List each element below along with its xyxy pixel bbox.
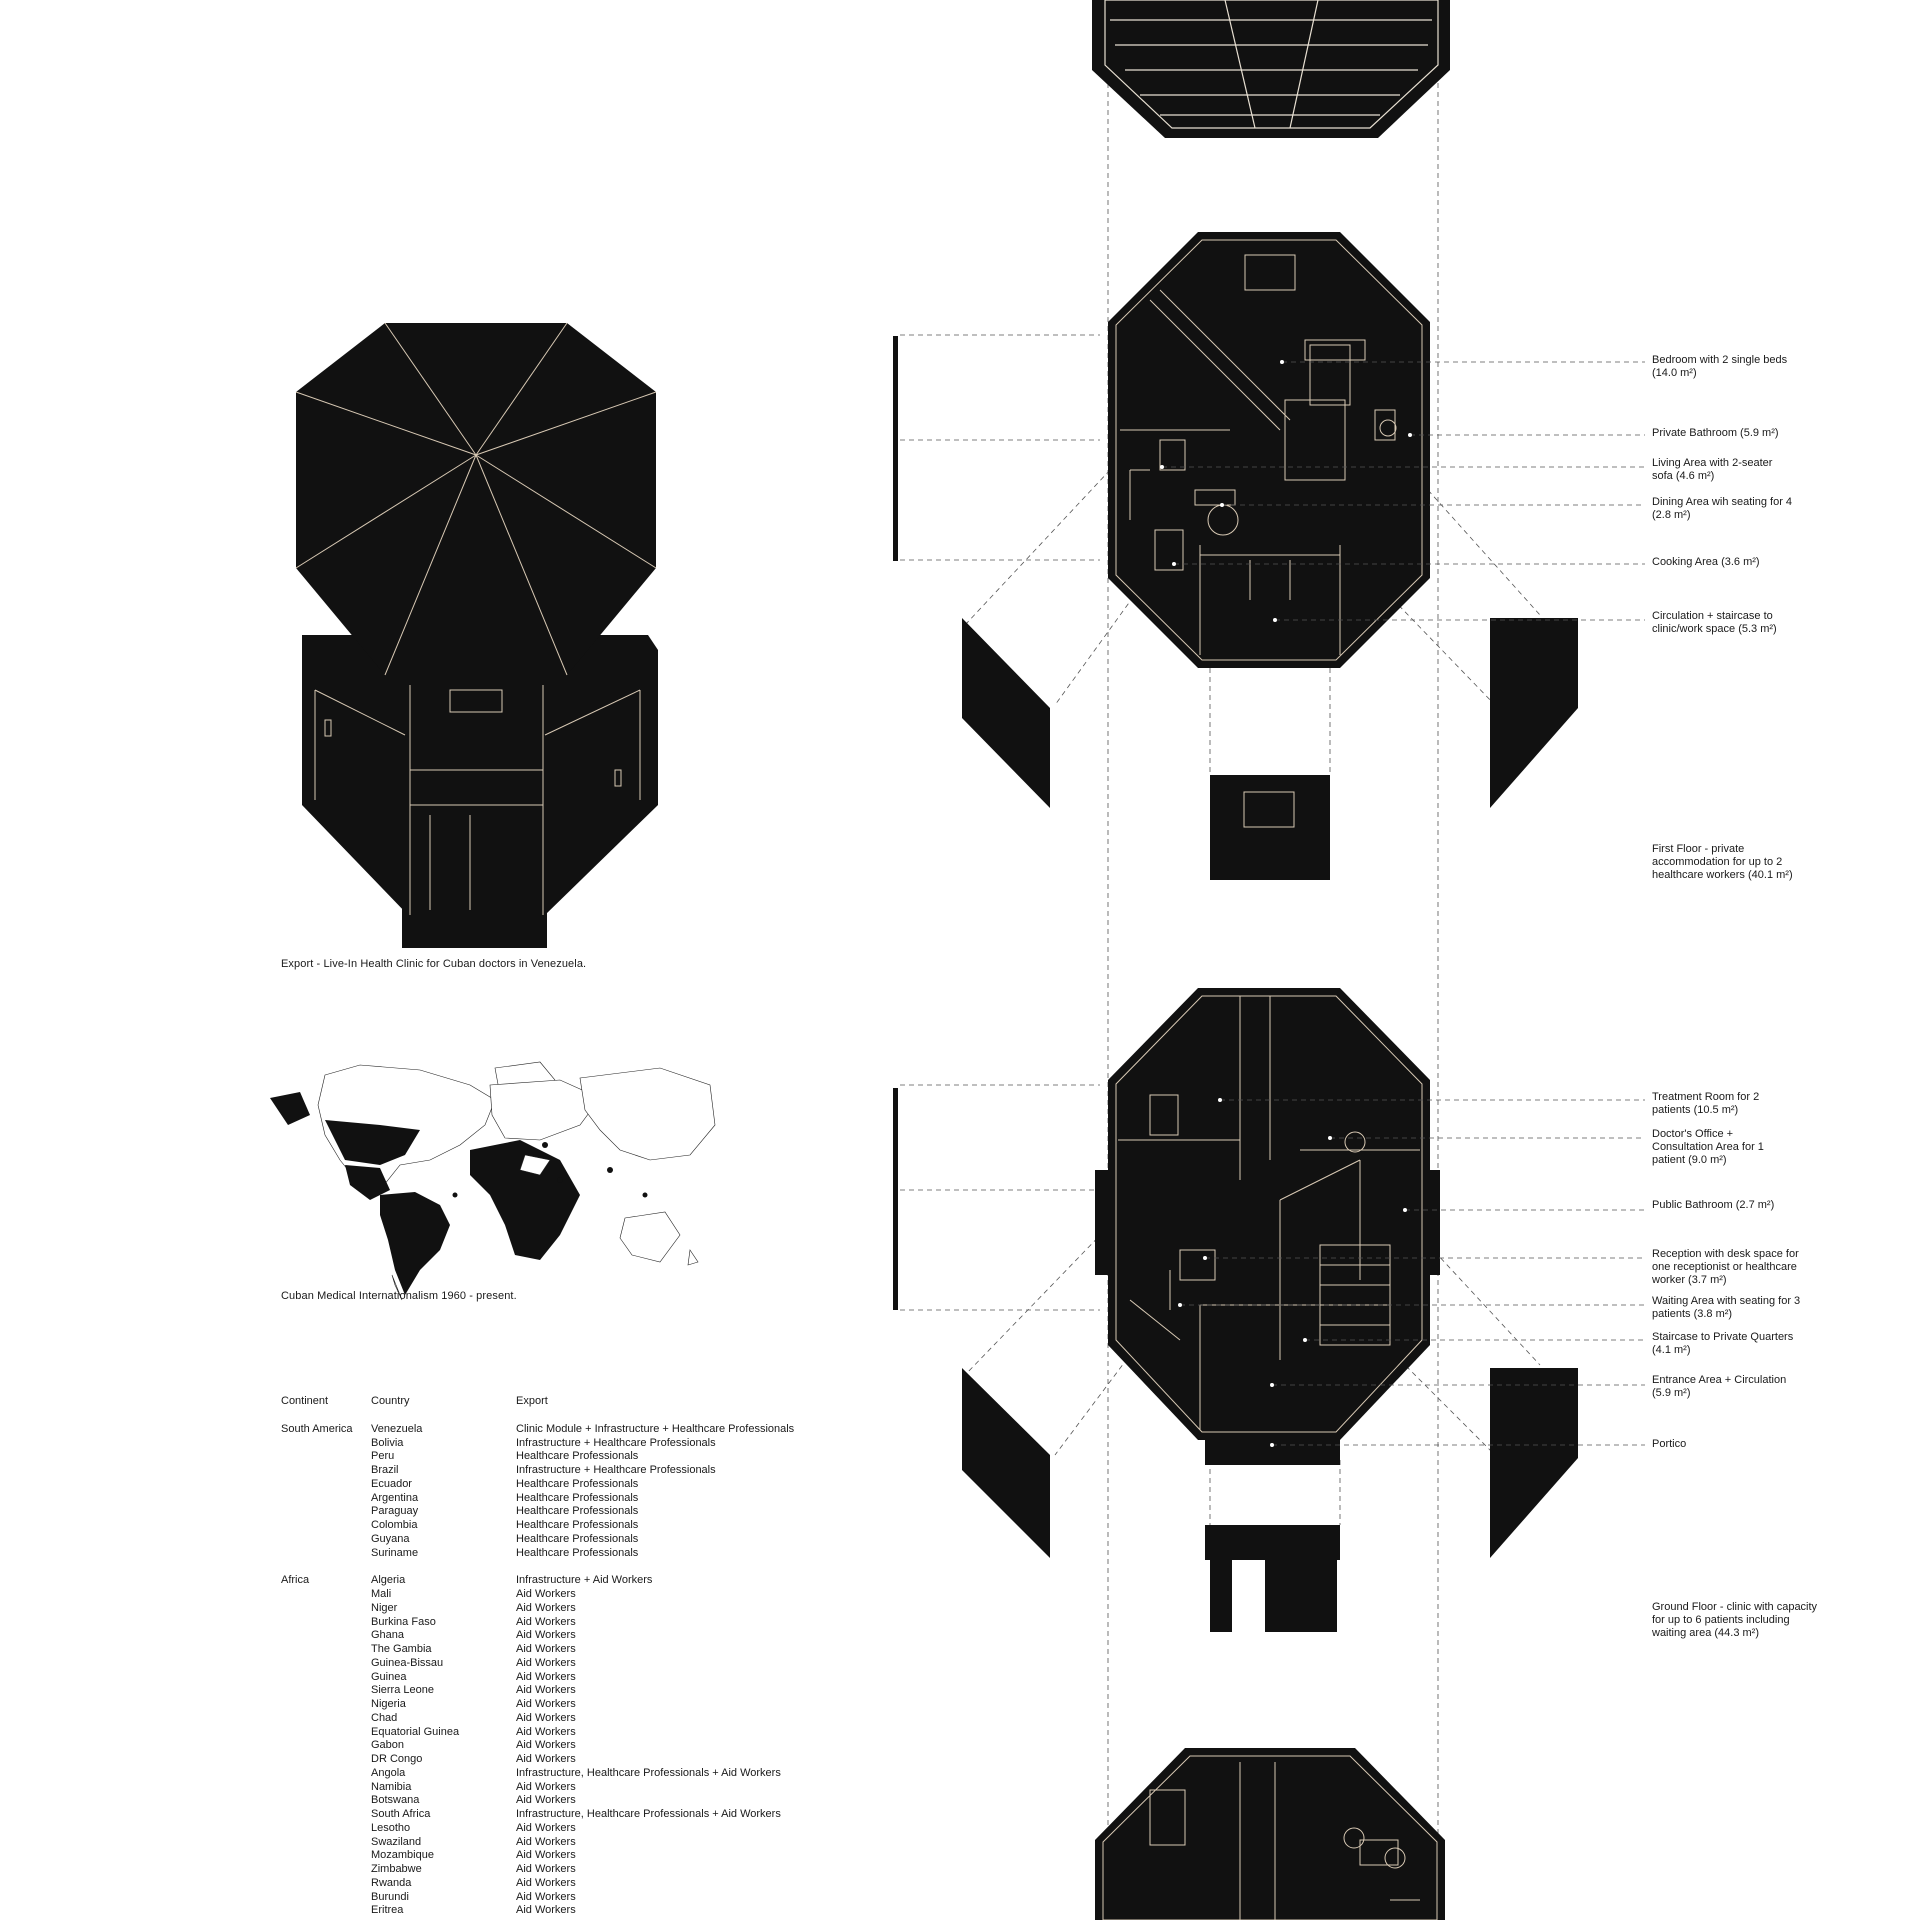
cell-country: Eritrea	[371, 1904, 404, 1917]
cell-country: The Gambia	[371, 1643, 432, 1655]
cell-export: Aid Workers	[516, 1684, 576, 1697]
label-treatment-room: Treatment Room for 2 patients (10.5 m²)	[1652, 1091, 1760, 1116]
label-bedroom: Bedroom with 2 single beds (14.0 m²)	[1652, 354, 1788, 379]
cell-country: Paraguay	[371, 1505, 419, 1518]
header-continent: Continent	[281, 1395, 329, 1407]
cell-export: Aid Workers	[516, 1890, 576, 1903]
cell-country: Colombia	[371, 1519, 418, 1531]
cell-export: Healthcare Professionals	[516, 1450, 639, 1463]
cell-country: Venezuela	[371, 1422, 423, 1435]
cell-country: Nigeria	[371, 1698, 406, 1710]
cell-country: Ecuador	[371, 1477, 412, 1490]
cell-export: Aid Workers	[516, 1794, 576, 1807]
cell-export: Aid Workers	[516, 1835, 576, 1848]
cell-country: Mali	[371, 1588, 392, 1600]
isometric-clinic-view	[296, 323, 658, 948]
cell-continent: South America	[281, 1422, 353, 1435]
cell-country: Rwanda	[371, 1876, 412, 1889]
cell-export: Aid Workers	[516, 1601, 576, 1614]
cell-export: Aid Workers	[516, 1725, 576, 1738]
cell-export: Healthcare Professionals	[516, 1505, 639, 1518]
cell-country: Bolivia	[371, 1436, 404, 1449]
cell-country: Sierra Leone	[371, 1684, 434, 1697]
label-public-bathroom: Public Bathroom (2.7 m²)	[1652, 1199, 1775, 1211]
cell-country: Burkina Faso	[371, 1615, 436, 1628]
cell-export: Aid Workers	[516, 1753, 576, 1765]
cell-country: Guyana	[371, 1532, 410, 1545]
cell-export: Healthcare Professionals	[516, 1477, 639, 1490]
header-export: Export	[516, 1395, 548, 1407]
cell-export: Healthcare Professionals	[516, 1519, 639, 1531]
cell-country: Suriname	[371, 1546, 419, 1559]
ground-floor-summary: Ground Floor - clinic with capacity for up to 6 patients including waiting area (44.3 m²)	[1652, 1601, 1818, 1639]
cell-continent: Africa	[281, 1574, 310, 1587]
cell-export: Infrastructure, Healthcare Professionals + Aid Workers	[516, 1808, 781, 1820]
roof-plan	[1092, 0, 1450, 138]
label-waiting-area: Waiting Area with seating for 3 patients (3.8 m²)	[1652, 1295, 1801, 1320]
label-entrance: Entrance Area + Circulation (5.9 m²)	[1652, 1374, 1787, 1399]
cell-country: Botswana	[371, 1794, 420, 1807]
label-living-area: Living Area with 2-seater sofa (4.6 m²)	[1652, 457, 1773, 482]
cell-country: Zimbabwe	[371, 1863, 422, 1875]
cell-export: Infrastructure, Healthcare Professionals + Aid Workers	[516, 1766, 781, 1779]
label-doctors-office: Doctor's Office + Consultation Area for 1 patient (9.0 m²)	[1652, 1128, 1764, 1166]
cell-country: Chad	[371, 1711, 398, 1724]
cell-country: Swaziland	[371, 1835, 422, 1848]
cell-export: Aid Workers	[516, 1863, 576, 1875]
cell-country: Guinea-Bissau	[371, 1656, 444, 1669]
cell-country: Peru	[371, 1450, 395, 1463]
cell-country: South Africa	[371, 1808, 431, 1820]
ground-floor-plan	[893, 988, 1578, 1632]
cell-export: Aid Workers	[516, 1780, 576, 1793]
cell-export: Healthcare Professionals	[516, 1546, 639, 1559]
label-private-bathroom: Private Bathroom (5.9 m²)	[1652, 427, 1779, 439]
label-portico: Portico	[1652, 1438, 1687, 1450]
cell-country: Mozambique	[371, 1849, 434, 1862]
cell-export: Healthcare Professionals	[516, 1532, 639, 1545]
cell-country: Gabon	[371, 1739, 405, 1752]
cell-export: Aid Workers	[516, 1698, 576, 1710]
first-floor-summary: First Floor - private accommodation for up to 2 healthcare workers (40.1 m²)	[1652, 843, 1793, 881]
cell-export: Aid Workers	[516, 1849, 576, 1862]
cell-country: Argentina	[371, 1491, 419, 1504]
cell-export: Healthcare Professionals	[516, 1491, 639, 1504]
cell-export: Aid Workers	[516, 1615, 576, 1628]
cell-country: Algeria	[371, 1574, 406, 1587]
cell-export: Aid Workers	[516, 1739, 576, 1752]
cell-export: Infrastructure + Healthcare Professionals	[516, 1464, 716, 1476]
cell-country: Equatorial Guinea	[371, 1725, 460, 1738]
label-dining-area: Dining Area wih seating for 4 (2.8 m²)	[1652, 496, 1793, 521]
cell-country: Guinea	[371, 1670, 407, 1683]
cell-export: Aid Workers	[516, 1588, 576, 1600]
cell-country: Namibia	[371, 1780, 412, 1793]
cell-export: Infrastructure + Aid Workers	[516, 1574, 653, 1587]
cell-export: Clinic Module + Infrastructure + Healthcare Professionals	[516, 1422, 795, 1435]
cell-export: Aid Workers	[516, 1876, 576, 1889]
cell-export: Aid Workers	[516, 1656, 576, 1669]
cell-export: Infrastructure + Healthcare Professionals	[516, 1436, 716, 1449]
cell-country: Ghana	[371, 1629, 405, 1642]
cell-export: Aid Workers	[516, 1670, 576, 1683]
cell-country: Lesotho	[371, 1821, 411, 1834]
header-country: Country	[371, 1395, 410, 1407]
label-reception: Reception with desk space for one receptionist or healthcare worker (3.7 m²)	[1652, 1248, 1799, 1286]
cell-export: Aid Workers	[516, 1643, 576, 1655]
cell-export: Aid Workers	[516, 1821, 576, 1834]
map-caption: Cuban Medical Internationalism 1960 - present.	[281, 1290, 517, 1302]
cell-country: Angola	[371, 1766, 406, 1779]
label-cooking-area: Cooking Area (3.6 m²)	[1652, 556, 1760, 568]
cell-country: Niger	[371, 1601, 398, 1614]
isometric-caption: Export - Live-In Health Clinic for Cuban doctors in Venezuela.	[281, 958, 587, 970]
first-floor-plan	[893, 232, 1578, 880]
cell-export: Aid Workers	[516, 1629, 576, 1642]
label-staircase: Staircase to Private Quarters (4.1 m²)	[1652, 1331, 1794, 1356]
cell-country: Burundi	[371, 1890, 409, 1903]
label-circulation: Circulation + staircase to clinic/work space (5.3 m²)	[1652, 610, 1777, 635]
cell-country: Brazil	[371, 1464, 399, 1476]
cell-export: Aid Workers	[516, 1904, 576, 1917]
foundation-plan	[1095, 1748, 1445, 1920]
cell-export: Aid Workers	[516, 1711, 576, 1724]
cell-country: DR Congo	[371, 1753, 423, 1765]
world-map	[270, 1062, 715, 1300]
